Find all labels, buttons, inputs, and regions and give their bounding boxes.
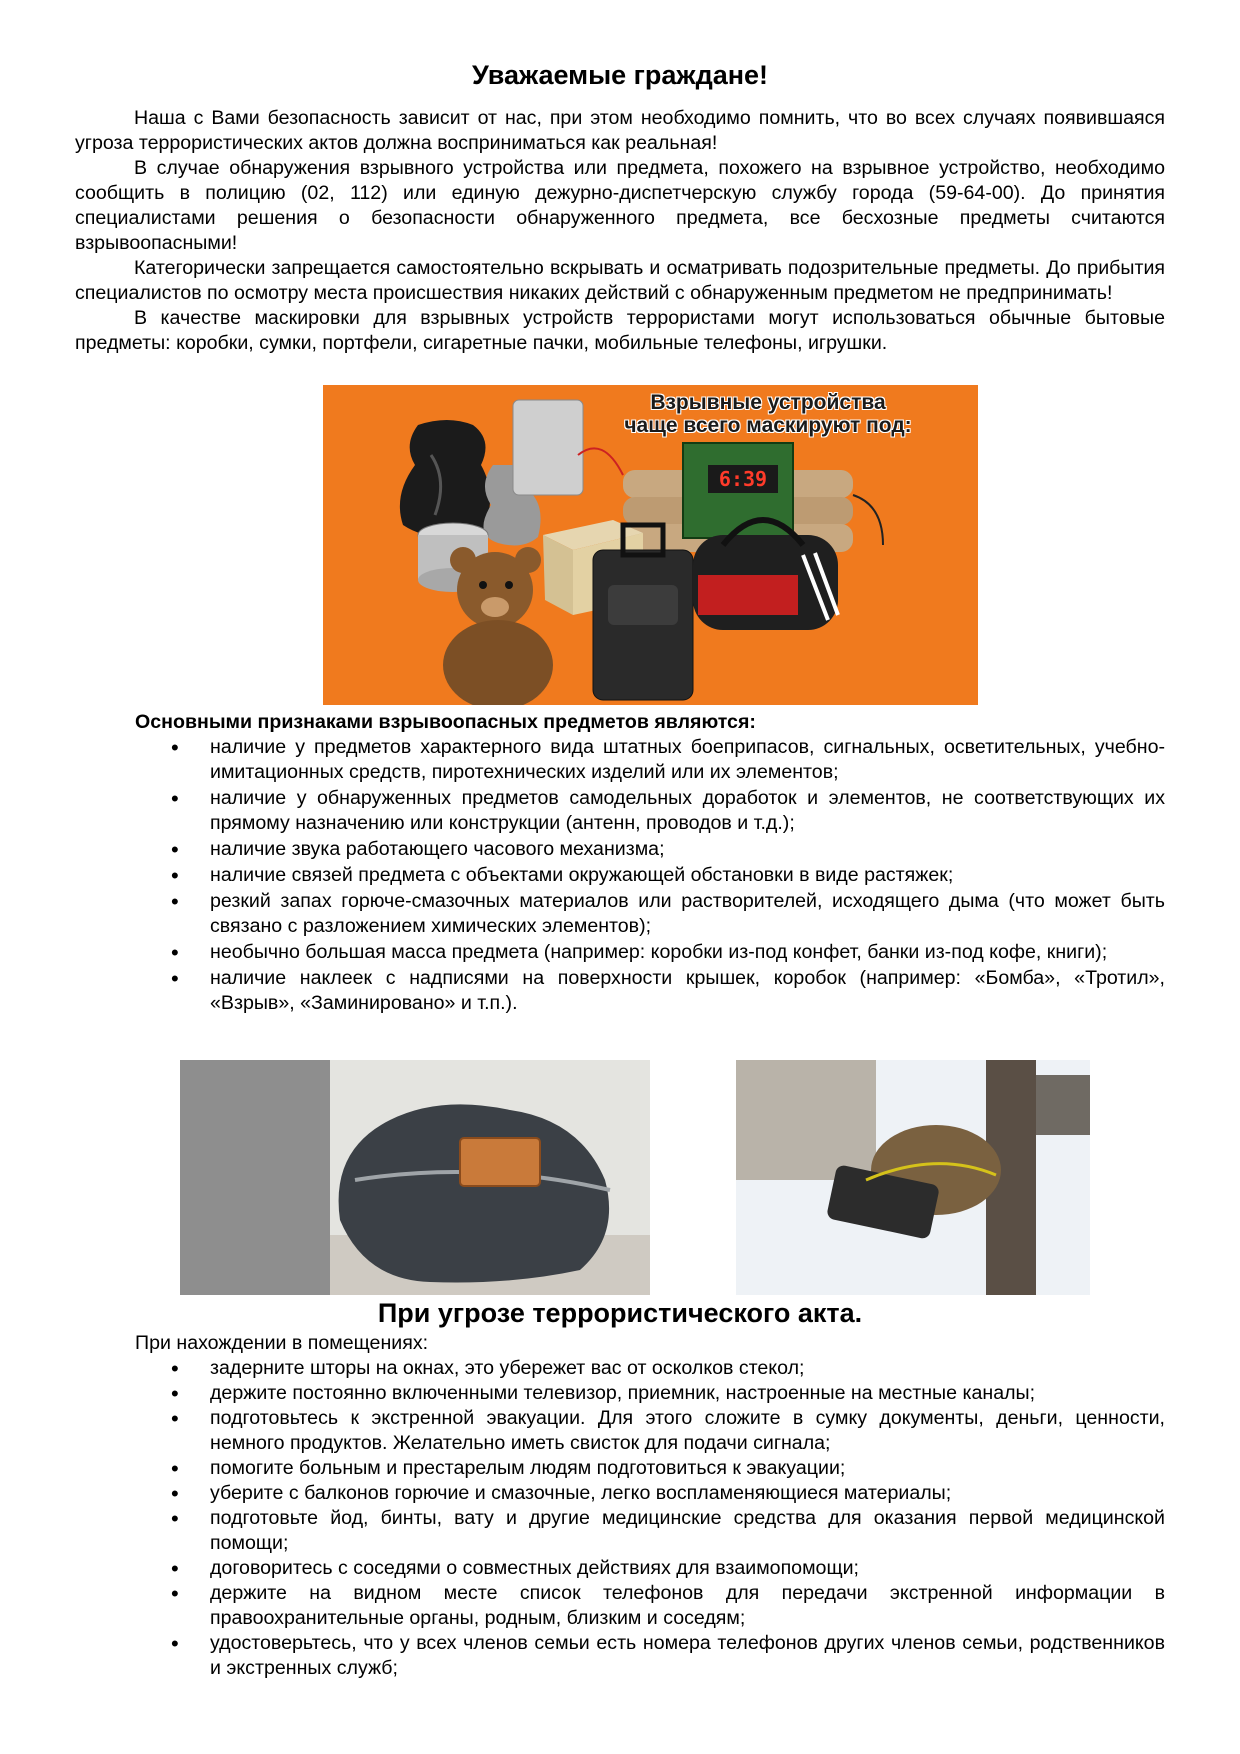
- list-item: • наличие звука работающего часового механизма;: [135, 837, 1165, 862]
- signs-list: [135, 735, 1165, 1017]
- list-item: • задерните шторы на окнах, это убережет вас от осколков стекол;: [135, 1356, 1165, 1381]
- list-item: • уберите с балконов горючие и смазочные, легко воспламеняющиеся материалы;: [135, 1481, 1165, 1506]
- list-item: • помогите больным и престарелым людям подготовиться к эвакуации;: [135, 1456, 1165, 1481]
- banner-caption: [573, 391, 963, 437]
- list-item: • наличие у предметов характерного вида штатных боеприпасов, сигнальных, осветительных, учебно-имитационных средств, пиротехнических изделий или их элементов;: [135, 735, 1165, 785]
- suitcase-icon: [593, 525, 693, 700]
- list-item: • подготовьтесь к экстренной эвакуации. Для этого сложите в сумку документы, деньги, ценности, немного продуктов. Желательно иметь свисток для подачи сигнала;: [135, 1406, 1165, 1456]
- banner-caption-line: чаще всего маскируют под:: [624, 414, 912, 437]
- photo-phone-bomb: [736, 1060, 1090, 1295]
- brick-shape: [460, 1138, 540, 1186]
- list-item: • резкий запах горюче-смазочных материалов или растворителей, исходящего дыма (что может быть связано с разложением химических элементов);: [135, 889, 1165, 939]
- intro-paragraph: В качестве маскировки для взрывных устройств террористами могут использоваться обычные бытовые предметы: коробки, сумки, портфели, сигаретные пачки, мобильные телефоны, игрушки.: [75, 307, 1165, 354]
- intro-paragraph: Категорически запрещается самостоятельно вскрывать и осматривать подозрительные предметы. До прибытия специалистов по осмотру места происшествия никаких действий с обнаруженным предметом не предпринимать!: [75, 257, 1165, 304]
- signs-heading: Основными признаками взрывоопасных предметов являются:: [135, 711, 756, 733]
- intro-paragraph: Наша с Вами безопасность зависит от нас, при этом необходимо помнить, что во всех случаях появившаяся угроза террористических актов должна восприниматься как реальная!: [75, 107, 1165, 154]
- intro-text: [75, 106, 1165, 356]
- page-title: Уважаемые граждане!: [471, 60, 769, 90]
- threat-list: [135, 1356, 1165, 1681]
- intro-paragraph: В случае обнаружения взрывного устройства или предмета, похожего на взрывное устройство, необходимо сообщить в полицию (02, 112) или единую дежурно-диспетчерскую службу города (59-64-00). До принятия специалистами решения о безопасности обнаруженного предмета, все бесхозные предметы считаются взрывоопасными!: [75, 157, 1165, 254]
- threat-subheading: При нахождении в помещениях:: [135, 1332, 429, 1354]
- list-item: • наличие наклеек с надписями на поверхности крышек, коробок (например: «Бомба», «Тротил», «Взрыв», «Заминировано» и т.п.).: [135, 966, 1165, 1016]
- banner-caption-line: Взрывные устройства: [650, 391, 886, 414]
- photo-suspicious-bag: [180, 1060, 650, 1295]
- sports-bag-icon: [693, 520, 838, 630]
- list-item: • наличие связей предмета с объектами окружающей обстановки в виде растяжек;: [135, 863, 1165, 888]
- disguised-devices-banner: [323, 385, 978, 705]
- list-item: • удостоверьтесь, что у всех членов семьи есть номера телефонов других членов семьи, родственников и экстренных служб;: [135, 1631, 1165, 1681]
- list-item: • держите постоянно включенными телевизор, приемник, настроенные на местные каналы;: [135, 1381, 1165, 1406]
- bag-photo-illustration: [180, 1060, 650, 1295]
- list-item: • необычно большая масса предмета (например: коробки из-под конфет, банки из-под кофе, книги);: [135, 940, 1165, 965]
- timer-display: 6:39: [718, 467, 768, 491]
- list-item: • наличие у обнаруженных предметов самодельных доработок и элементов, не соответствующих их прямому назначению или конструкции (антенн, проводов и т.д.);: [135, 786, 1165, 836]
- phone-photo-illustration: [736, 1060, 1090, 1295]
- list-item: • держите на видном месте список телефонов для передачи экстренной информации в правоохранительные органы, родным, близким и соседям;: [135, 1581, 1165, 1631]
- threat-heading: При угрозе террористического акта.: [377, 1298, 863, 1328]
- list-item: • договоритесь с соседями о совместных действиях для взаимопомощи;: [135, 1556, 1165, 1581]
- list-item: • подготовьте йод, бинты, вату и другие медицинские средства для оказания первой медицинской помощи;: [135, 1506, 1165, 1556]
